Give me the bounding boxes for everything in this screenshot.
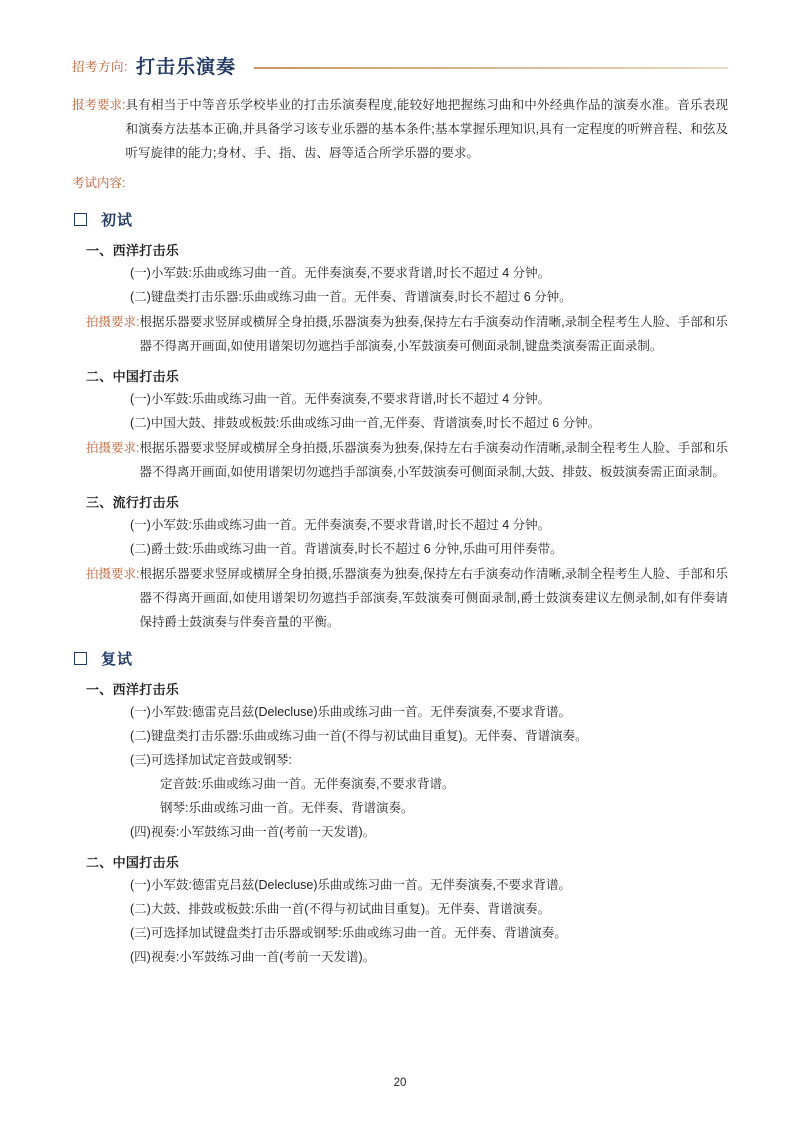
section-heading-preliminary xyxy=(74,209,728,230)
list-item: (二)键盘类打击乐器:乐曲或练习曲一首(不得与初试曲目重复)。无伴奏、背谱演奏。 xyxy=(130,729,588,743)
list-item: (四)视奏:小军鼓练习曲一首(考前一天发谱)。 xyxy=(130,950,376,964)
list-item: (四)视奏:小军鼓练习曲一首(考前一天发谱)。 xyxy=(130,825,376,839)
shooting-label: 拍摄要求: xyxy=(86,441,140,455)
shooting-text: 根据乐器要求竖屏或横屏全身拍摄,乐器演奏为独奏,保持左右手演奏动作清晰,录制全程考生人脸、手部和乐器不得离开画面,如使用谱架切勿遮挡手部演奏,小军鼓演奏可侧面录制,大鼓、排鼓、板鼓演奏需正面录制。 xyxy=(139,441,728,479)
group-heading: 二、中国打击乐 xyxy=(86,855,180,870)
checkbox-square-icon xyxy=(74,213,87,226)
section-title: 初试 xyxy=(101,212,134,229)
exam-content-label: 考试内容: xyxy=(72,176,126,190)
list-item: (一)小军鼓:乐曲或练习曲一首。无伴奏演奏,不要求背谱,时长不超过 4 分钟。 xyxy=(130,266,551,280)
list-item: (一)小军鼓:乐曲或练习曲一首。无伴奏演奏,不要求背谱,时长不超过 4 分钟。 xyxy=(130,392,551,406)
group-heading: 三、流行打击乐 xyxy=(86,495,180,510)
checkbox-square-icon xyxy=(74,652,87,665)
section-heading-second-round xyxy=(74,648,728,669)
group-heading: 一、西洋打击乐 xyxy=(86,243,180,258)
list-item: (二)爵士鼓:乐曲或练习曲一首。背谱演奏,时长不超过 6 分钟,乐曲可用伴奏带。 xyxy=(130,542,563,556)
list-item: (三)可选择加试键盘类打击乐器或钢琴:乐曲或练习曲一首。无伴奏、背谱演奏。 xyxy=(130,926,567,940)
list-item: (二)键盘类打击乐器:乐曲或练习曲一首。无伴奏、背谱演奏,时长不超过 6 分钟。 xyxy=(130,290,572,304)
page-header xyxy=(72,52,728,79)
page-number: 20 xyxy=(393,1077,407,1089)
list-item: (三)可选择加试定音鼓或钢琴: xyxy=(130,753,292,767)
shooting-text: 根据乐器要求竖屏或横屏全身拍摄,乐器演奏为独奏,保持左右手演奏动作清晰,录制全程考生人脸、手部和乐器不得离开画面,如使用谱架切勿遮挡手部演奏,小军鼓演奏可侧面录制,键盘类演奏需正面录制。 xyxy=(139,315,728,353)
requirements-block xyxy=(72,93,728,165)
header-label: 招考方向: xyxy=(72,59,128,74)
list-subitem: 钢琴:乐曲或练习曲一首。无伴奏、背谱演奏。 xyxy=(160,801,414,815)
list-subitem: 定音鼓:乐曲或练习曲一首。无伴奏演奏,不要求背谱。 xyxy=(160,777,455,791)
requirements-label: 报考要求: xyxy=(72,98,126,112)
list-item: (一)小军鼓:德雷克吕兹(Delecluse)乐曲或练习曲一首。无伴奏演奏,不要求背谱。 xyxy=(130,878,571,892)
header-divider xyxy=(254,67,728,69)
group-heading: 一、西洋打击乐 xyxy=(86,682,180,697)
section-title: 复试 xyxy=(101,651,134,668)
shooting-requirements xyxy=(86,436,728,484)
list-item: (一)小军鼓:德雷克吕兹(Delecluse)乐曲或练习曲一首。无伴奏演奏,不要求背谱。 xyxy=(130,705,571,719)
shooting-text: 根据乐器要求竖屏或横屏全身拍摄,乐器演奏为独奏,保持左右手演奏动作清晰,录制全程考生人脸、手部和乐器不得离开画面,如使用谱架切勿遮挡手部演奏,军鼓演奏可侧面录制,爵士鼓演奏建议左侧录制,如有伴奏请保持爵士鼓演奏与伴奏音量的平衡。 xyxy=(139,567,728,629)
shooting-label: 拍摄要求: xyxy=(86,567,140,581)
shooting-label: 拍摄要求: xyxy=(86,315,140,329)
list-item: (二)中国大鼓、排鼓或板鼓:乐曲或练习曲一首,无伴奏、背谱演奏,时长不超过 6 分钟。 xyxy=(130,416,601,430)
group-heading: 二、中国打击乐 xyxy=(86,369,180,384)
shooting-requirements xyxy=(86,310,728,358)
list-item: (二)大鼓、排鼓或板鼓:乐曲一首(不得与初试曲目重复)。无伴奏、背谱演奏。 xyxy=(130,902,551,916)
list-item: (一)小军鼓:乐曲或练习曲一首。无伴奏演奏,不要求背谱,时长不超过 4 分钟。 xyxy=(130,518,551,532)
requirements-text: 具有相当于中等音乐学校毕业的打击乐演奏程度,能较好地把握练习曲和中外经典作品的演奏水准。音乐表现和演奏方法基本正确,并具备学习该专业乐器的基本条件;基本掌握乐理知识,具有一定程度的听辨音程、和弦及听写旋律的能力;身材、手、指、齿、唇等适合所学乐器的要求。 xyxy=(125,98,728,160)
shooting-requirements xyxy=(86,562,728,634)
page-title: 打击乐演奏 xyxy=(135,57,236,78)
